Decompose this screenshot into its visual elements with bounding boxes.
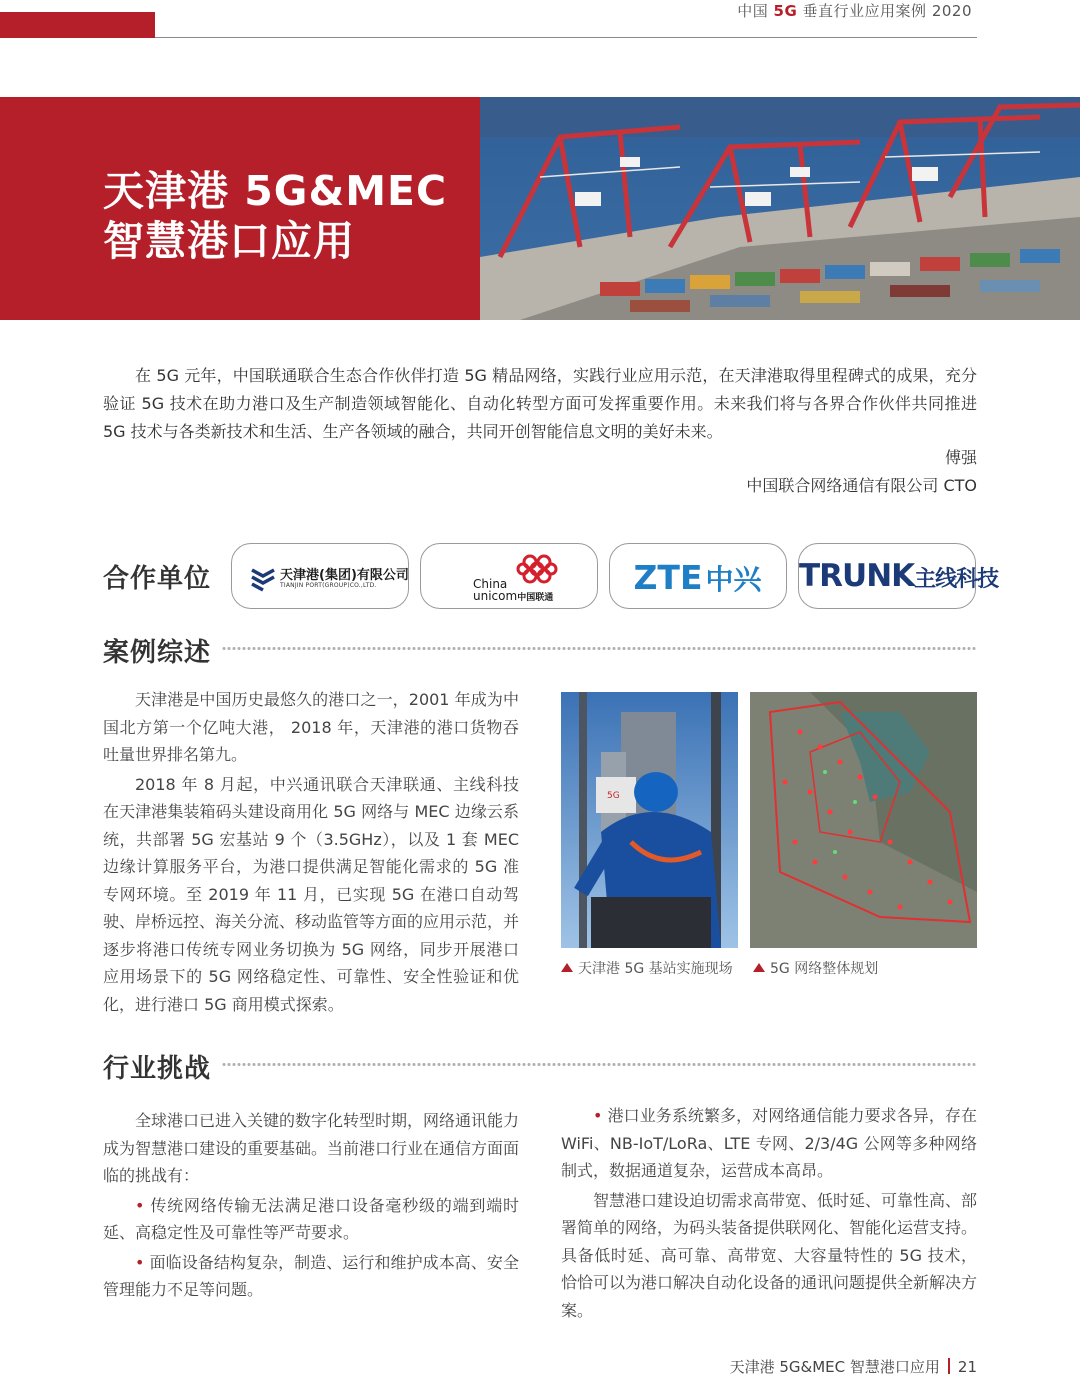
overview-body (103, 686, 519, 1020)
trunk-name-en: TRUNK (799, 558, 915, 594)
unicom-5g-sign: 5G (607, 791, 620, 801)
page-number: 21 (957, 1358, 977, 1376)
partner-logo-trunk (798, 543, 999, 609)
footer-title: 天津港 5G&MEC 智慧港口应用 (729, 1358, 940, 1376)
caption-network-plan-text: 5G 网络整体规划 (770, 961, 879, 977)
caption-base-station-text: 天津港 5G 基站实施现场 (578, 961, 733, 977)
tianjin-port-name-en: TIANJIN PORT(GROUP)CO.,LTD. (280, 582, 377, 589)
port-cranes-photo (480, 97, 1080, 320)
unicom-name-en2: unicom (473, 589, 518, 603)
header-title (737, 0, 972, 22)
challenges-section-title: 行业挑战 (103, 1054, 212, 1084)
header-title-prefix: 中国 (737, 2, 774, 20)
challenge-bullet-1 (103, 1192, 519, 1247)
partner-logo-zte (609, 543, 787, 609)
overview-section-title: 案例综述 (103, 638, 212, 668)
challenges-left-column (103, 1107, 519, 1306)
zte-wordmark (610, 558, 785, 598)
header-title-accent: 5G (773, 2, 798, 20)
overview-dotted-rule (222, 645, 977, 652)
challenges-solution-paragraph: 智慧港口建设迫切需求高带宽、低时延、可靠性高、部署简单的网络，为码头装备提供联网化、智能化运营支持。具备低时延、高可靠、高带宽、大容量特性的 5G 技术，恰恰可以为港口解决自动化设备的通讯问题提供全新解决方案。 (561, 1190, 978, 1320)
banner-title (103, 166, 447, 266)
challenge-bullet-1-text: 传统网络传输无法满足港口设备毫秒级的端到端时延、高稳定性及可靠性等严苛要求。 (103, 1195, 519, 1242)
challenges-intro: 全球港口已进入关键的数字化转型时期，网络通讯能力成为智慧港口建设的重要基础。当前港口行业在通信方面面临的挑战有： (103, 1111, 520, 1185)
quote-text: 在 5G 元年，中国联通联合生态合作伙伴打造 5G 精品网络，实践行业应用示范，在天津港取得里程碑式的成果，充分验证 5G 技术在助力港口及生产制造领域智能化、自动化转型方面可发挥重要作用。未来我们将与各界合作伙伴共同推进 5G 技术与各类新技术和生活、生产各领域的融合，共同开创智能信息文明的美好未来。 (103, 366, 977, 441)
challenges-dotted-rule (222, 1061, 977, 1068)
quote-author-title: 中国联合网络通信有限公司 CTO (746, 476, 977, 495)
quote-attribution (746, 444, 977, 500)
banner-title-line1: 天津港 5G&MEC (103, 167, 448, 215)
banner-title-line2: 智慧港口应用 (103, 217, 355, 265)
challenge-bullet-3-text: 港口业务系统繁多，对网络通信能力要求各异，存在 WiFi、NB-IoT/LoRa、LTE 专网、2/3/4G 公网等多种网络制式，数据通道复杂，运营成本高昂。 (561, 1106, 977, 1180)
overview-paragraph-2: 2018 年 8 月起，中兴通讯联合天津联通、主线科技在天津港集装箱码头建设商用化 5G 网络与 MEC 边缘云系统，共部署 5G 宏基站 9 个（3.5GHz），以及 1 套 MEC 边缘计算服务平台，为港口提供满足智能化需求的 5G 准专网环境。至 2019 年 11 月，已实现 5G 在港口自动驾驶、岸桥远控、海关分流、移动监管等方面的应用示范，并逐步将港口传统专网业务切换为 5G 网络，同步开展港口应用场景下的 5G 网络稳定性、可靠性、安全性验证和优化，进行港口 5G 商用模式探索。 (103, 774, 520, 1014)
cto-quote (103, 362, 977, 446)
header-red-bar (0, 12, 155, 38)
bullet-dot-icon: • (135, 1195, 145, 1215)
partner-logo-china-unicom (420, 543, 598, 609)
challenge-bullet-2 (103, 1249, 519, 1304)
unicom-name-en1: China (473, 577, 508, 591)
overview-paragraph-1: 天津港是中国历史最悠久的港口之一，2001 年成为中国北方第一个亿吨大港， 2018 年，天津港的港口货物吞吐量世界排名第九。 (103, 690, 519, 764)
footer-divider (948, 1358, 950, 1374)
network-planning-map (750, 692, 977, 948)
caption-base-station (561, 959, 733, 979)
quote-author: 傅强 (944, 448, 977, 467)
tianjin-port-icon (250, 564, 276, 590)
caption-network-plan (753, 959, 878, 979)
page-footer (730, 1356, 977, 1378)
header-title-suffix: 垂直行业应用案例 2020 (797, 2, 972, 20)
zte-name-en: ZTE (633, 558, 703, 597)
header-rule (155, 37, 977, 38)
unicom-wordmark (473, 590, 553, 604)
tianjin-port-name-cn: 天津港(集团)有限公司 (280, 568, 409, 583)
unicom-name-cn: 中国联通 (517, 593, 554, 603)
bullet-dot-icon: • (135, 1252, 145, 1272)
base-station-photo (561, 692, 738, 948)
caption-triangle-icon (561, 963, 573, 972)
partner-logo-tianjin-port (231, 543, 409, 609)
unicom-knot-icon (514, 552, 560, 586)
zte-name-cn: 中兴 (705, 563, 762, 596)
trunk-name-cn: 主线科技 (914, 567, 999, 592)
trunk-wordmark (799, 558, 999, 594)
partners-label: 合作单位 (103, 564, 212, 594)
challenge-bullet-3 (561, 1102, 977, 1185)
bullet-dot-icon: • (593, 1106, 603, 1125)
challenge-bullet-2-text: 面临设备结构复杂，制造、运行和维护成本高、安全管理能力不足等问题。 (103, 1252, 519, 1299)
challenges-right-column (561, 1102, 977, 1326)
caption-triangle-icon (753, 963, 765, 972)
